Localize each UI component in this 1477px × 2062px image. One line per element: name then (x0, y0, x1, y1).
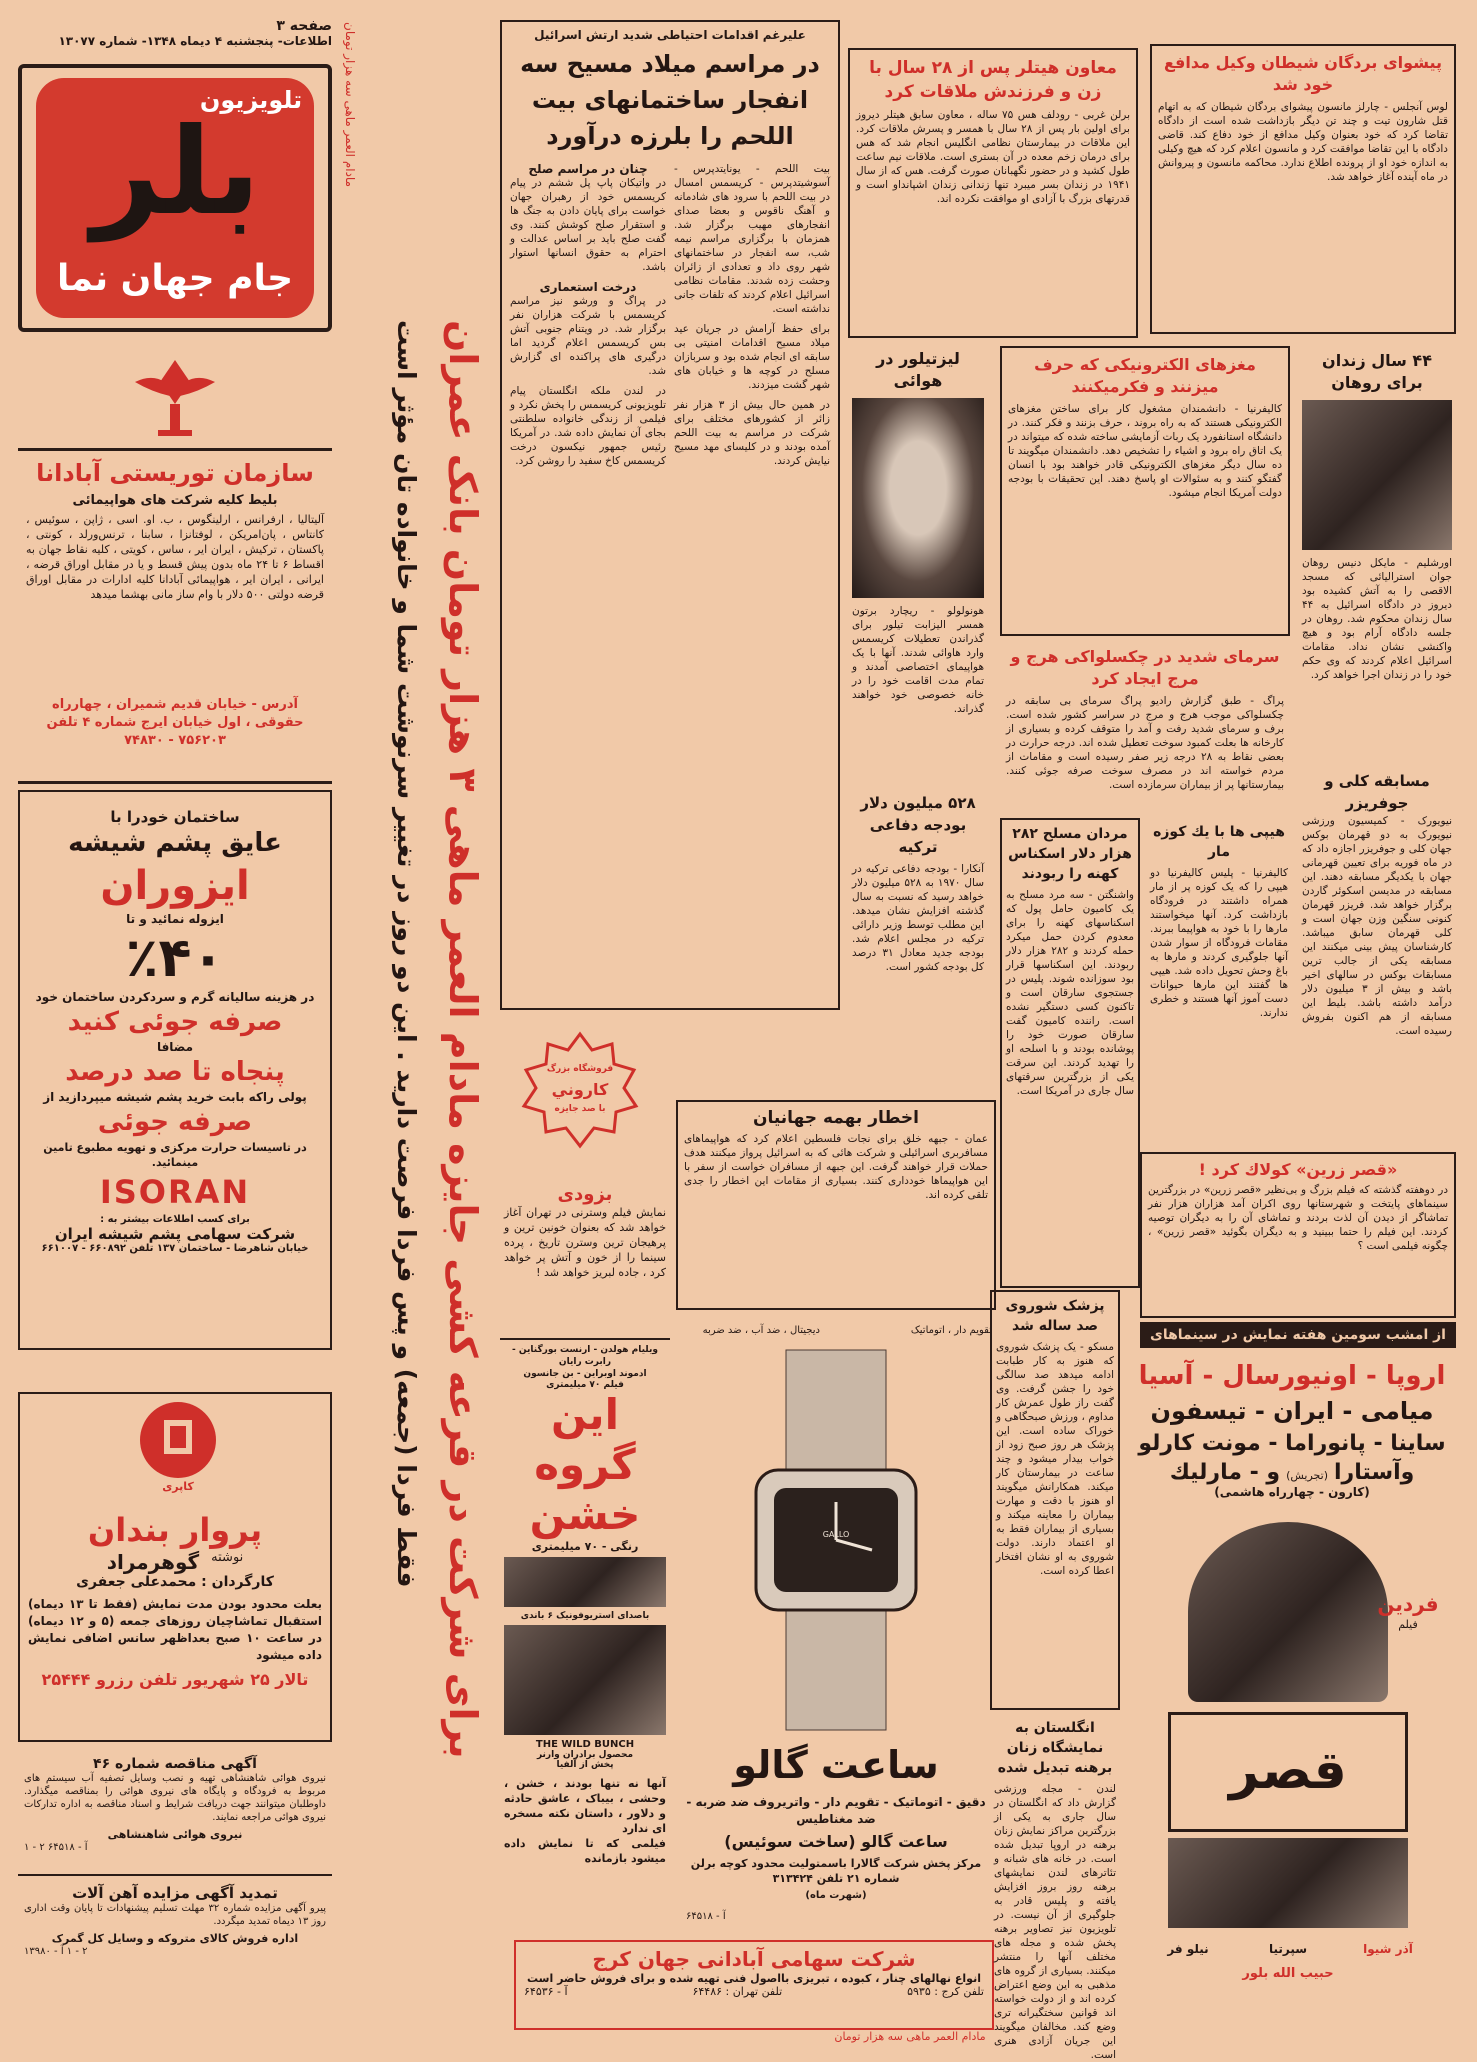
boxing-title: مسابقه کلی و جوفریزر (1324, 772, 1430, 812)
bethlehem-body3: در همین حال بیش از ۳ هزار نفر زائر از کشورهای مختلف برای شرکت در مراسم به بیت اللحم آمده بودند و در کلیسای مهد مسیح نیایش کردند. (674, 399, 830, 467)
abadana-lead: بلیط کلیه شرکت های هواپیمائی (72, 493, 278, 508)
belar-tv-ad (18, 64, 332, 332)
qasr-title: «قصر زرین» کولاك کرد ! (1198, 1160, 1398, 1179)
rohan-photo (1302, 400, 1452, 550)
bunch-header1: ویلیام هولدن - ارنست بورگناین - رابرت رایان (512, 1345, 658, 1367)
cold-title: سرمای شدید در چکسلواکی هرج و مرج ایجاد کرد (1010, 647, 1280, 688)
warning-title: اخطار بهمه جهانیان (752, 1108, 920, 1128)
gallo-model: GALLO (822, 1530, 850, 1539)
isoran-line5: صرفه جوئی کنید (67, 1007, 283, 1037)
brains-article (1000, 346, 1290, 636)
bunch-title1: این گروه (534, 1390, 636, 1489)
england-body: لندن - مجله ورزشی گزارش داد که انگلستان در سال جاری به یکی از بزرگترین مراکز نمایش زنان برهنه در اروپا تبدیل شده است. در خانه های شبانه و تئاترهای لندن نمایشهای برهنه روز بروز افزایش یافته و پلیس قادر به جلوگیری از آن نیست. در تلویزیون نیز تصاویر برهنه پخش شده و مجله های مختلف آنها را منتشر میکنند. بسیاری از گروه های مذهبی به این وضع اعتراض کرده اند و از دولت خواسته اند قوانین سختگیرانه تری وضع کند. مخالفان میگویند این جریان آزادی هنری است. (994, 1783, 1116, 2061)
cinemas-line1: اروپا - اونیورسال - آسیا (1138, 1361, 1446, 1391)
bethlehem-kicker: علیرغم اقدامات احتیاطی شدید ارتش اسرائیل (534, 28, 806, 42)
cinemas-line3: ساینا - پانوراما - مونت کارلو (1138, 1431, 1446, 1456)
isoran-line13: خیابان شاهرضا - ساختمان ۱۳۷ تلفن ۶۶۰۸۹۲ - ۶۶۱۰۰۷ (41, 1243, 309, 1254)
seal-top: فروشگاه بزرگ (546, 1064, 614, 1074)
cinema-hall: تالار ۲۵ شهریور تلفن رزرو ۲۵۴۴۴ (41, 1670, 309, 1689)
bunch-title2: خشن (529, 1490, 641, 1539)
cast-4: حبیب الله بلور (1242, 1966, 1334, 1981)
bunch-studio2: پخش از آلفیا (556, 1760, 614, 1770)
bethlehem-sub1: چنان در مراسم صلح (528, 162, 648, 176)
isoran-line8: پولی راکه بابت خرید پشم شیشه میپردازید از (43, 1090, 307, 1104)
belar-slogan: جام جهان نما (56, 258, 294, 299)
karaj-title: شرکت سهامی آبادانی جهان کرج (592, 1947, 916, 1971)
cinemas-line4: وآستارا (1334, 1460, 1415, 1485)
isoran-line4: در هزینه سالیانه گرم و سردکردن ساختمان خود (35, 990, 315, 1004)
isoran-line6: مضافا (156, 1040, 194, 1054)
robbery-title: مردان مسلح ۲۸۲ هزار دلار اسکناس کهنه را ربودند (1008, 826, 1132, 882)
lottery-strip-text: مادام العمر ماهی سه هزار تومان (343, 22, 357, 188)
gallo-watch-ad (676, 1320, 996, 1930)
cinema-body: بعلت محدود بودن مدت نمایش (فقط تا ۱۳ دیماه) استقبال تماشاچیان روزهای جمعه (۵ و ۱۲ دیماه) در ساعت ۱۰ صبح بعداظهر سانس اضافی نمایش داده میشود (28, 1597, 322, 1662)
rohan-article (1298, 346, 1456, 756)
tender-title: آگهی مناقصه شماره ۴۶ (93, 1756, 257, 1772)
karoun-seal (520, 1030, 640, 1150)
auction-code: ۲ - ۱ آ - ۱۳۹۸۰ (24, 1946, 88, 1957)
belar-logo: بلر (91, 103, 261, 242)
isoran-brand-fa: ایزوران (100, 863, 250, 909)
cinemas-line4c: و - مارلیك (1169, 1460, 1281, 1485)
liz-photo (852, 398, 984, 598)
lottery-big-line2: فقط فردا (جمعه) و پس فردا فرصت دارید . این دو روز در تغییر سرنوشت شما و خانواده تان مؤثر است (392, 320, 421, 1588)
soon-title: بزودی (557, 1184, 613, 1205)
isoran-brand-en: ISORAN (99, 1173, 251, 1211)
seal-mid: کاروني (551, 1080, 609, 1099)
bethlehem-body1: بیت اللحم - یونایتدپرس - آسوشیتدپرس - کریسمس امسال در بیت اللحم با سرود های شادمانه و آهنگ ناقوس و بعضا صدای انفجارهای مهیب برگزار شد. همزمان با برگزاری مراسم نیمه شب، سه انفجار در ساختمانهای شهر روی داد و تعدادی از زائران وحشت زده شدند. مقامات نظامی اسرائیل اعلام کردند که تلفات جانی نداشته است. (674, 163, 830, 315)
warning-body: عمان - جبهه خلق برای نجات فلسطین اعلام کرد که هواپیماهای مسافربری اسرائیلی و شرکت هائی که به اسرائیل پرواز میکنند هدف حملات قرار خواهند گرفت. این جبهه از مسافران خواست از سفر با این هواپیماها خودداری کنند. بسیاری از مقامات این اخطار را جدی تلقی کرده اند. (684, 1133, 988, 1201)
gallo-made: ساعت گالو (ساخت سوئیس) (724, 1832, 948, 1851)
liz-body: هونولولو - ریچارد برتون همسر الیزابت تیلور برای گذراندن تعطیلات کریسمس وارد هاوائی شدند. آنها با یک هواپیمای اختصاصی آمدند و تمام مدت اقامت خود را در خانه خصوصی خود خواهند گذراند. (852, 605, 984, 715)
karaj-tel1: تلفن کرج : ۵۹۳۵ (907, 1985, 984, 1998)
tender-body: نیروی هوائی شاهنشاهی تهیه و نصب وسایل تصفیه آب سیستم های مربوط به فرودگاه و پایگاه های نیروی هوائی را بمناقصه میگذارد. داوطلبان میتوانند جهت دریافت شرایط و اسناد مناقصه به اداره تدارکات نیروی هوائی مراجعه نمایند. (24, 1773, 326, 1823)
abadana-address: آدرس - خیابان قدیم شمیران ، چهارراه حقوقی ، اول خیابان ایرج شماره ۴ تلفن ۷۵۶۲۰۳ - ۷۴۸۳۰ (46, 697, 304, 748)
gallo-shop: (شهرت ماه) (805, 1890, 867, 1901)
robbery-body: واشنگتن - سه مرد مسلح به یک کامیون حامل پول که اسکناسهای کهنه را برای معدوم کردن حمل میکرد حمله کردند و ۲۸۲ هزار دلار ربودند. این اسکناسها قرار بود سوزانده شوند. پلیس در جستجوی سارقان است و تاکنون کسی دستگیر نشده است. راننده کامیون گفت سارقان صورت خود را پوشانده بودند و با اسلحه او را تهدید کردند. این سرقت یکی از بزرگترین سرقتهای سال جاری در آمریکا است. (1006, 889, 1135, 1097)
bunch-tagline2: فیلمی که تا نمایش داده میشود بازمانده (504, 1837, 666, 1865)
soon-western-ad (500, 1180, 670, 1330)
cinema-title: پروار بندان (87, 1511, 263, 1549)
rohan-title: ۴۴ سال زندان برای روهان (1322, 351, 1432, 392)
cold-article (1000, 640, 1290, 810)
bunch-format: فیلم ۷۰ میلیمتری (546, 1380, 624, 1390)
bethlehem-body4: در واتیکان پاپ پل ششم در پیام کریسمس خود از رهبران جهان خواست برای پایان دادن به جنگ ها و استقرار صلح کوشش کنند. وی گفت صلح باید بر اساس عدالت و احترام به حقوق انسانها استوار باشد. (510, 177, 666, 273)
winged-emblem-icon (130, 352, 220, 442)
qasr-strip-text: از امشب سومین هفته نمایش در سینماهای (1150, 1327, 1446, 1343)
gallo-caption2: تقویم دار ، اتوماتیک (910, 1325, 992, 1336)
tender-sign: نیروی هوائی شاهنشاهی (107, 1828, 243, 1841)
hess-article (848, 48, 1138, 338)
isoran-line11: برای کسب اطلاعات بیشتر به : (100, 1214, 250, 1225)
bunch-tagline: آنها نه تنها بودند ، خشن ، وحشی ، بیباک ، عاشق حادثه و دلاور ، داستان نکته مسخره ای ندارد (504, 1777, 666, 1835)
cast-2: سپرتیا (1268, 1942, 1308, 1956)
bethlehem-article (500, 20, 840, 1010)
isoran-line2: عایق پشم شیشه (68, 828, 282, 858)
cinema-parvarbandan-ad (18, 1392, 332, 1742)
abadana-body: آلیتالیا ، ارفرانس ، ارلینگوس ، ب. او. اسی ، ژاپن ، سوئیس ، کانتاس ، پان‌امریکن ، لوفتانزا ، سابنا ، ترنس‌ورلد ، کونتی ، پاکستان ، ترکیش ، ایران ایر ، ساس ، کویتی ، کلیه نقاط جهان به اقساط ۶ تا ۲۴ ماه بدون پیش قسط و یا در مقابل اوراق قرضه ، ایرانی ، ایران ایر ، هواپیمائی آبادانا کلیه ادارات در مقابل اوراق قرضه دولتی ۵۰۰ دلار با وام ساز مانی بهشما میدهد (26, 513, 324, 601)
manson-body: لوس آنجلس - چارلز مانسون پیشوای بردگان شیطان که به اتهام قتل شارون تیت و چند تن دیگر بازداشت شده است از دادگاه تقاضا کرد که خود بعنوان وکیل مدافع از خود دفاع کند. قاضی دادگاه با این تقاضا موافقت کرد و مانسون اعلام کرد که هیچ وکیلی به اندازه خود او از پرونده اطلاع ندارد. محاکمه مانسون و پیروانش در ماه آینده آغاز خواهد شد. (1158, 101, 1448, 183)
capri-logo (140, 1402, 216, 1478)
karaj-body: انواع نهالهای چنار ، کبوده ، تبریزی بااصول فنی تهیه شده و برای فروش حاضر است (527, 1972, 981, 1985)
page-number: صفحه ۳ (276, 18, 332, 34)
gallo-name: ساعت گالو (733, 1743, 939, 1787)
qasr-scene-photo (1168, 1838, 1408, 1928)
bunch-faces-photo (504, 1625, 666, 1735)
cold-body: پراگ - طبق گزارش رادیو پراگ سرمای بی سابقه در چکسلواکی موجب هرج و مرج در سراسر کشور شده است. برف و سرمای شدید رفت و آمد را متوقف کرده و بسیاری از کارخانه ها بعلت کمبود سوخت تعطیل شده اند. درجه حرارت در بعضی نقاط به ۲۸ درجه زیر صفر رسیده است و مقامات از مردم خواسته اند در مصرف سوخت صرفه جوئی کنند. بیمارستانها پر از بیماران سرمازده است. (1006, 695, 1284, 791)
abadana-title: سازمان توریستی آبادانا (36, 459, 314, 487)
qasr-notice (1140, 1152, 1456, 1318)
auction-title: تمدید آگهی مزایده آهن آلات (72, 1884, 278, 1902)
england-article (990, 1714, 1120, 2061)
doctor-article (990, 1290, 1120, 1710)
bunch-en-title: THE WILD BUNCH (535, 1739, 635, 1750)
turkey-article (848, 788, 988, 1088)
liz-title: لیزتیلور در هوائی (876, 349, 960, 390)
auction-sign: اداره فروش کالای متروکه و وسایل کل گمرک (51, 1932, 299, 1945)
manson-article (1150, 44, 1456, 334)
karaj-ad (514, 1940, 994, 2030)
bethlehem-body5: در پراگ و ورشو نیز مراسم کریسمس با شرکت هزاران نفر برگزار شد. در ویتنام جنوبی آتش بس کریسمس اعلام گردید اما درگیری های پراکنده ای گزارش شد. (510, 295, 666, 377)
bethlehem-body6: در لندن ملکه انگلستان پیام تلویزیونی کریسمس را پخش نکرد و فیلمی از زندگی خانواده سلطنتی بجای آن نمایش داده شد. در آمریکا رئیس جمهور نیکسون درخت کریسمس کاخ سفید را روشن کرد. (510, 385, 666, 467)
wild-bunch-ad (500, 1338, 670, 1878)
hippies-article (1146, 818, 1292, 1148)
doctor-body: مسکو - یک پزشک شوروی که هنوز به کار طبابت ادامه میدهد صد سالگی خود را جشن گرفت. وی گفت راز طول عمرش کار مداوم ، ورزش صبحگاهی و خوراک ساده است. این پزشک هر روز صبح زود از خواب بیدار میشود و چند ساعت در بیمارستان کار میکند. همکارانش میگویند او هنوز با دقت و مهارت بیماران را معاینه میکند و بسیاری از بیماران فقط به او اعتماد دارند. دولت شوروی به او نشان افتخار اعطا کرده است. (996, 1341, 1114, 1577)
brains-title: مغزهای الکترونیکی که حرف میزنند و فکرمیکنند (1034, 355, 1256, 396)
manson-title: پیشوای بردگان شیطان وکیل مدافع خود شد (1163, 53, 1443, 94)
robbery-article (1000, 818, 1140, 1288)
bethlehem-body2: برای حفظ آرامش در جریان عید میلاد مسیح اقدامات امنیتی بی سابقه ای انجام شده بود و سربازان مسلح در کوچه ها و خیابان های شهر گشت میزدند. (674, 323, 830, 391)
cast-3: نیلو فر (1167, 1942, 1209, 1956)
auction-ad (18, 1880, 332, 2020)
tender-ad (18, 1752, 332, 1876)
isoran-line7: پنجاه تا صد درصد (65, 1057, 285, 1087)
tender-code: آ - ۶۴۵۱۸ ۲ - ۱ (24, 1842, 88, 1853)
isoran-line1: ساختمان خودرا با (110, 808, 240, 826)
lottery-big-ad (372, 320, 494, 2040)
gallo-features: دقیق - اتوماتیک - تقویم دار - واتریروف ضد ضربه - ضد مغناطیس (686, 1795, 986, 1826)
bethlehem-sub2: درخت استعماری (539, 280, 637, 294)
rohan-body: اورشلیم - مایکل دنیس روهان جوان استرالیائی که مسجد الاقصی را به آتش کشیده بود دیروز در دادگاه اسرائیل به ۴۴ سال زندان محکوم شد. روهان در جلسه دادگاه آرام بود و هیچ واکنشی نشان نداد. مقامات اسرائیل اعلام کردند که وی حکم خود را در زندان اجرا خواهد کرد. (1302, 557, 1452, 681)
qasr-strip (1140, 1322, 1456, 1348)
star-film-label: فیلم (1398, 1618, 1418, 1631)
isoran-line9: صرفه جوئی (97, 1107, 253, 1137)
auction-body: پیرو آگهی مزایده شماره ۳۲ مهلت تسلیم پیشنهادات تا پایان وقت اداری روز ۱۳ دیماه تمدید میگردد. (24, 1903, 327, 1927)
bethlehem-title: در مراسم میلاد مسیح سه انفجار ساختمانهای بیت اللحم را بلرزه درآورد (520, 50, 820, 150)
capri-logo-label: کاپری (162, 1480, 194, 1493)
cinemas-line2: میامی - ایران - تیسفون (1150, 1397, 1434, 1425)
qasr-poster-title: قصر (1229, 1741, 1347, 1801)
cinemas-line5: (کارون - چهارراه هاشمی) (1214, 1485, 1370, 1499)
qasr-body: در دوهفته گذشته که فیلم بزرگ و بی‌نظیر «قصر زرین» در بزرگترین سینماهای پایتخت و شهرستانها روی اکران آمد هزاران هزار نفر تماشاگر از دیدن آن لذت بردند و تماشای آن را به دیگران توصیه کردند. این فیلم را حتما ببینید و به دیگران بگوئید «قصر زرین» ، چگونه فیلمی است ؟ (1148, 1184, 1448, 1252)
seal-bot: با صد جایزه (554, 1104, 606, 1114)
abadana-ad (18, 448, 332, 784)
karaj-tel2: تلفن تهران : ۶۴۴۸۶ (692, 1985, 783, 1998)
isoran-line3: ایزوله نمائید و تا (126, 912, 224, 926)
gallo-code: آ - ۶۴۵۱۸ (686, 1911, 726, 1922)
hippies-title: هیپی ها با یك کوزه مار (1153, 824, 1285, 860)
lottery-vertical-strip (336, 22, 366, 2032)
star-name: فردین (1377, 1592, 1439, 1616)
doctor-title: پزشک شوروی صد ساله شد (1005, 1298, 1105, 1334)
isoran-line12: شرکت سهامی پشم شیشه ایران (54, 1225, 296, 1243)
liz-taylor-article (848, 344, 988, 784)
qasr-cinemas-ad (1128, 1352, 1456, 2032)
hippies-body: کالیفرنیا - پلیس کالیفرنیا دو هیپی را که یک کوزه پر از مار همراه داشتند در فرودگاه بازداشت کرد. آنها میخواستند مارها را با خود به هواپیما ببرند. مقامات فرودگاه از سوار شدن آنها جلوگیری کردند و مارها به باغ وحش تحویل داده شد. هیپی ها گفتند این مارها حیوانات دست آموز آنها هستند و خطری ندارند. (1150, 867, 1288, 1019)
bunch-format2: رنگی - ۷۰ میلیمتری (531, 1540, 639, 1553)
fardin-photo (1188, 1522, 1388, 1702)
bunch-sound: باصدای استریوفونیک ۶ باندی (520, 1611, 650, 1621)
cast-1: آذر شیوا (1363, 1942, 1413, 1956)
karaj-code: آ - ۶۴۵۳۶ (524, 1985, 568, 1998)
bunch-header2: ادموند اوبراین - بن جانسون (523, 1369, 647, 1379)
hess-title: معاون هیتلر پس از ۲۸ سال با زن و فرزندش ملاقات کرد (869, 58, 1117, 102)
capri-mark-icon (140, 1402, 216, 1478)
gallo-watch-illustration (736, 1350, 936, 1730)
boxing-article (1298, 766, 1456, 1146)
belar-red-panel (36, 78, 314, 318)
brains-body: کالیفرنیا - دانشمندان مشغول کار برای ساختن مغزهای الکترونیکی هستند که به راه بروند ، حرف بزنند و فکر کنند. در دانشگاه استانفورد یک ربات آزمایشی ساخته شده که میتواند در یک اتاق راه برود و اشیاء را تشخیص دهد. دانشمندان میگویند تا ده سال دیگر مغزهای الکترونیکی قادر خواهند بود با انسان گفتگو کنند و به سئوالات او پاسخ دهند. این تحقیقات با بودجه دولت آمریکا انجام میشود. (1008, 403, 1282, 499)
turkey-body: آنکارا - بودجه دفاعی ترکیه در سال ۱۹۷۰ به ۵۲۸ میلیون دلار خواهد رسید که نسبت به سال گذشته افزایش نشان میدهد. این مطلب توسط وزیر دارائی ترکیه در مجلس اعلام شد. بودجه جدید معادل ۳۱ درصد کل بودجه کشور است. (852, 863, 985, 973)
hess-body: برلن غربی - رودلف هس ۷۵ ساله ، معاون سابق هیتلر دیروز برای اولین بار پس از ۲۸ سال با همسر و پسرش ملاقات کرد. این ملاقات در بیمارستان نظامی انگلیس انجام شد که هس برای درمان زخم معده در آن بستری است. ملاقات نیم ساعت طول کشید و در حضور نگهبانان صورت گرفت. هس که از سال ۱۹۴۱ در زندان بسر میبرد تنها زندانی زندان اشپانداو است و قدرتهای بزرگ با آزادی او موافقت نکرده اند. (856, 109, 1131, 205)
lottery-strip-bottom: مادام العمر ماهی سه هزار تومان (834, 2030, 986, 2043)
boxing-body: نیویورک - کمیسیون ورزشی نیویورک به دو قهرمان بوکس جهان کلی و جوفریزر اجازه داد که در ماه فوریه برای تعیین قهرمانی جهان با یکدیگر مسابقه دهند. این مسابقه در مدیسن اسکوئر گاردن برگزار خواهد شد. فریزر قهرمان کنونی سنگین وزن جهان است و کلی قهرمان سابق میباشد. کارشناسان پیش بینی میکنند این مسابقه یکی از جالب ترین مسابقات بوکس در سالهای اخیر باشد و بیش از ۳ میلیون دلار درآمد داشته باشد. بلیط این مسابقه از هم اکنون بفروش رسیده است. (1302, 815, 1452, 1037)
belar-tv-label: تلویزیون (199, 86, 303, 114)
cinemas-line4b: (تجریش) (1286, 1469, 1328, 1482)
abadana-emblem (130, 352, 220, 442)
cinema-director: کارگردان : محمدعلی جعفری (76, 1574, 274, 1590)
isoran-ad (18, 790, 332, 1350)
turkey-title: ۵۲۸ میلیون دلار بودجه دفاعی ترکیه (860, 794, 976, 856)
lottery-big-line1: برای شرکت در قرعه کشی جایزه مادام العمر ماهی ۳ هزار تومان بانک عمران (441, 320, 485, 1759)
gallo-address: مرکز پخش شرکت گالارا باسمتولیت محدود کوچه برلن شماره ۲۱ تلفن ۳۱۳۴۲۴ (690, 1857, 982, 1885)
soon-body: نمایش فیلم وسترنی در تهران آغاز خواهد شد که بعنوان خونین ترین و پرهیجان ترین وسترن تاریخ ، پرده سینما را از خون و آتش پر خواهد کرد ، جاده لبریز خواهد شد ! (504, 1206, 666, 1279)
bunch-riders-photo (504, 1557, 666, 1607)
england-title: انگلستان به نمایشگاه زنان برهنه تبدیل شده (997, 1720, 1113, 1776)
qasr-poster-box (1168, 1712, 1408, 1832)
issue-line: اطلاعات- پنجشنبه ۴ دیماه ۱۳۴۸- شماره ۱۳۰۷۷ (58, 34, 332, 48)
isoran-percent: ٪۴۰ (125, 926, 225, 989)
isoran-line10: در تاسیسات حرارت مرکزی و تهویه مطبوع تامین مینمائید. (43, 1141, 307, 1169)
wristwatch-icon (736, 1350, 936, 1730)
page-header (20, 18, 332, 60)
cinema-author: گوهرمراد (106, 1550, 200, 1574)
gallo-caption1: دیجیتال ، ضد آب ، ضد ضربه (702, 1325, 820, 1336)
bunch-studio: محصول برادران وارنر (536, 1750, 634, 1760)
warning-article (676, 1100, 996, 1310)
cinema-by: نوشته (211, 1550, 244, 1565)
